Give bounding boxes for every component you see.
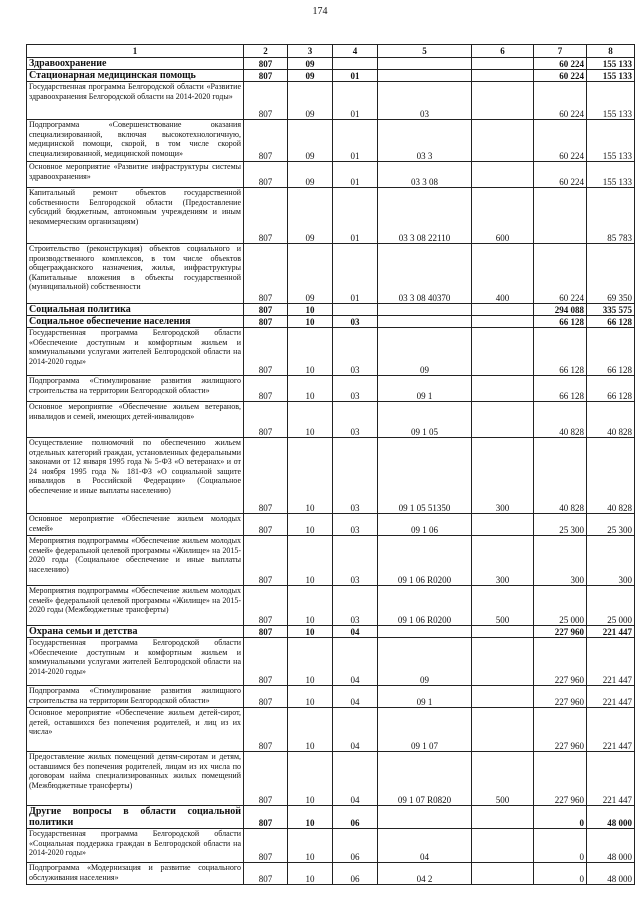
expense-type-code (472, 806, 534, 829)
ministry-code: 807 (244, 863, 288, 885)
table-row (27, 376, 635, 402)
amount-col7: 66 128 (534, 328, 587, 376)
subsection-code: 06 (333, 806, 378, 829)
ministry-code: 807 (244, 70, 288, 82)
expense-type-code (472, 328, 534, 376)
amount-col7: 25 300 (534, 514, 587, 536)
expense-type-code (472, 626, 534, 638)
table-row (27, 82, 635, 120)
row-name: Подпрограмма «Совершенствование оказания специализированной, включая высокотехнологичную, медицинской помощи, скорой, в том числе скорой специализированной, медицинской помощи» (27, 120, 244, 162)
section-code: 09 (288, 82, 333, 120)
target-article-code: 03 (378, 82, 472, 120)
section-code: 10 (288, 304, 333, 316)
target-article-code (378, 316, 472, 328)
subsection-code: 03 (333, 438, 378, 514)
ministry-code: 807 (244, 536, 288, 586)
expense-type-code: 500 (472, 586, 534, 626)
target-article-code: 03 3 08 (378, 162, 472, 188)
amount-col7: 60 224 (534, 58, 587, 70)
header-cell: 5 (378, 45, 472, 58)
expense-type-code (472, 376, 534, 402)
target-article-code: 09 (378, 638, 472, 686)
amount-col7: 0 (534, 863, 587, 885)
amount-col7: 60 224 (534, 162, 587, 188)
target-article-code: 03 3 (378, 120, 472, 162)
section-code: 10 (288, 708, 333, 752)
subsection-code: 01 (333, 188, 378, 244)
ministry-code: 807 (244, 376, 288, 402)
row-name: Строительство (реконструкция) объектов социального и производственного комплексов, в том числе объектов общегражданского назначения, жилья, инфраструктуры (Капитальные вложения в объекты государственной (муниципальной) собственности (27, 244, 244, 304)
header-cell: 4 (333, 45, 378, 58)
target-article-code: 09 (378, 328, 472, 376)
amount-col7: 66 128 (534, 316, 587, 328)
section-code: 10 (288, 316, 333, 328)
ministry-code: 807 (244, 244, 288, 304)
subsection-code: 03 (333, 402, 378, 438)
subsection-code: 01 (333, 120, 378, 162)
section-code: 10 (288, 863, 333, 885)
target-article-code: 09 1 07 R0820 (378, 752, 472, 806)
target-article-code (378, 626, 472, 638)
table-row (27, 328, 635, 376)
ministry-code: 807 (244, 120, 288, 162)
amount-col8: 221 447 (587, 752, 635, 806)
subsection-code: 04 (333, 686, 378, 708)
amount-col7: 227 960 (534, 626, 587, 638)
expense-type-code (472, 708, 534, 752)
table-row (27, 120, 635, 162)
section-code: 10 (288, 752, 333, 806)
subsection-code: 01 (333, 82, 378, 120)
expense-type-code (472, 829, 534, 863)
table-row (27, 806, 635, 829)
target-article-code: 09 1 (378, 376, 472, 402)
amount-col8: 48 000 (587, 829, 635, 863)
ministry-code: 807 (244, 514, 288, 536)
expense-type-code (472, 304, 534, 316)
row-name: Другие вопросы в области социальной политики (27, 806, 244, 829)
section-code: 10 (288, 402, 333, 438)
expense-type-code: 400 (472, 244, 534, 304)
section-code: 10 (288, 376, 333, 402)
amount-col8: 48 000 (587, 863, 635, 885)
row-name: Стационарная медицинская помощь (27, 70, 244, 82)
table-row (27, 626, 635, 638)
row-name: Предоставление жилых помещений детям-сиротам и детям, оставшимся без попечения родителей, лицам из их числа по договорам найма специализированных жилых помещений (Межбюджетные трансферты) (27, 752, 244, 806)
section-code: 09 (288, 58, 333, 70)
target-article-code: 09 1 (378, 686, 472, 708)
header-cell: 3 (288, 45, 333, 58)
subsection-code: 03 (333, 316, 378, 328)
expense-type-code: 300 (472, 536, 534, 586)
amount-col7: 60 224 (534, 82, 587, 120)
header-cell: 8 (587, 45, 635, 58)
expense-type-code (472, 58, 534, 70)
amount-col8: 221 447 (587, 686, 635, 708)
table-body (27, 58, 635, 885)
subsection-code: 04 (333, 752, 378, 806)
table-row (27, 162, 635, 188)
amount-col7 (534, 188, 587, 244)
row-name: Основное мероприятие «Обеспечение жильем молодых семей» (27, 514, 244, 536)
section-code: 10 (288, 829, 333, 863)
subsection-code: 04 (333, 638, 378, 686)
section-code: 10 (288, 514, 333, 536)
row-name: Мероприятия подпрограммы «Обеспечение жильем молодых семей» федеральной целевой программы «Жилище» на 2015-2020 годы (Социальное обеспечение и иные выплаты населению) (27, 536, 244, 586)
subsection-code: 03 (333, 586, 378, 626)
expense-type-code (472, 70, 534, 82)
table-row (27, 438, 635, 514)
amount-col7: 40 828 (534, 438, 587, 514)
section-code: 09 (288, 188, 333, 244)
expense-type-code (472, 638, 534, 686)
ministry-code: 807 (244, 626, 288, 638)
row-name: Государственная программа Белгородской области «Обеспечение доступным и комфортным жильем и коммунальными услугами жителей Белгородской области на 2014-2020 годы» (27, 328, 244, 376)
row-name: Государственная программа Белгородской области «Обеспечение доступным и комфортным жильем и коммунальными услугами жителей Белгородской области на 2014-2020 годы» (27, 638, 244, 686)
subsection-code: 03 (333, 536, 378, 586)
amount-col7: 0 (534, 829, 587, 863)
amount-col8: 25 000 (587, 586, 635, 626)
amount-col8: 66 128 (587, 328, 635, 376)
ministry-code: 807 (244, 162, 288, 188)
row-name: Подпрограмма «Стимулирование развития жилищного строительства на территории Белгородской области» (27, 686, 244, 708)
table-row (27, 514, 635, 536)
expense-type-code (472, 863, 534, 885)
row-name: Основное мероприятие «Обеспечение жильем ветеранов, инвалидов и семей, имеющих детей-инвалидов» (27, 402, 244, 438)
section-code: 10 (288, 638, 333, 686)
row-name: Охрана семьи и детства (27, 626, 244, 638)
table-row (27, 188, 635, 244)
amount-col8: 221 447 (587, 626, 635, 638)
subsection-code: 04 (333, 626, 378, 638)
row-name: Социальная политика (27, 304, 244, 316)
subsection-code: 01 (333, 244, 378, 304)
table-row (27, 536, 635, 586)
ministry-code: 807 (244, 586, 288, 626)
row-name: Социальное обеспечение населения (27, 316, 244, 328)
ministry-code: 807 (244, 638, 288, 686)
subsection-code (333, 58, 378, 70)
section-code: 10 (288, 328, 333, 376)
header-cell: 7 (534, 45, 587, 58)
target-article-code: 03 3 08 22110 (378, 188, 472, 244)
section-code: 10 (288, 626, 333, 638)
section-code: 10 (288, 438, 333, 514)
amount-col8: 69 350 (587, 244, 635, 304)
subsection-code: 06 (333, 863, 378, 885)
section-code: 09 (288, 162, 333, 188)
table-row (27, 863, 635, 885)
row-name: Подпрограмма «Стимулирование развития жилищного строительства на территории Белгородской области» (27, 376, 244, 402)
amount-col7: 60 224 (534, 120, 587, 162)
amount-col8: 221 447 (587, 638, 635, 686)
target-article-code: 03 3 08 40370 (378, 244, 472, 304)
amount-col7: 300 (534, 536, 587, 586)
ministry-code: 807 (244, 58, 288, 70)
section-code: 09 (288, 244, 333, 304)
expense-type-code: 600 (472, 188, 534, 244)
table-row (27, 316, 635, 328)
expense-type-code: 500 (472, 752, 534, 806)
target-article-code: 09 1 06 (378, 514, 472, 536)
amount-col8: 335 575 (587, 304, 635, 316)
row-name: Мероприятия подпрограммы «Обеспечение жильем молодых семей» федеральной целевой программы «Жилище» на 2015-2020 годы (Межбюджетные трансферты) (27, 586, 244, 626)
target-article-code: 09 1 06 R0200 (378, 586, 472, 626)
ministry-code: 807 (244, 402, 288, 438)
expense-type-code (472, 686, 534, 708)
expense-type-code (472, 162, 534, 188)
ministry-code: 807 (244, 316, 288, 328)
amount-col7: 60 224 (534, 244, 587, 304)
header-row (27, 45, 635, 58)
expense-type-code (472, 514, 534, 536)
target-article-code: 09 1 07 (378, 708, 472, 752)
target-article-code (378, 304, 472, 316)
target-article-code: 09 1 06 R0200 (378, 536, 472, 586)
target-article-code: 09 1 05 (378, 402, 472, 438)
subsection-code: 04 (333, 708, 378, 752)
ministry-code: 807 (244, 438, 288, 514)
target-article-code (378, 806, 472, 829)
amount-col7: 40 828 (534, 402, 587, 438)
subsection-code: 06 (333, 829, 378, 863)
subsection-code: 03 (333, 514, 378, 536)
amount-col8: 155 133 (587, 70, 635, 82)
amount-col8: 155 133 (587, 162, 635, 188)
header-cell: 2 (244, 45, 288, 58)
amount-col7: 0 (534, 806, 587, 829)
amount-col8: 66 128 (587, 376, 635, 402)
header-cell: 1 (27, 45, 244, 58)
row-name: Государственная программа Белгородской области «Социальная поддержка граждан в Белгородской области на 2014-2020 годы» (27, 829, 244, 863)
row-name: Подпрограмма «Модернизация и развитие социального обслуживания населения» (27, 863, 244, 885)
amount-col8: 25 300 (587, 514, 635, 536)
budget-table (26, 44, 635, 885)
expense-type-code (472, 82, 534, 120)
amount-col8: 48 000 (587, 806, 635, 829)
amount-col7: 294 088 (534, 304, 587, 316)
header-cell: 6 (472, 45, 534, 58)
amount-col8: 155 133 (587, 82, 635, 120)
expense-type-code: 300 (472, 438, 534, 514)
ministry-code: 807 (244, 708, 288, 752)
table-row (27, 70, 635, 82)
table-row (27, 638, 635, 686)
target-article-code (378, 58, 472, 70)
amount-col7: 25 000 (534, 586, 587, 626)
section-code: 09 (288, 70, 333, 82)
ministry-code: 807 (244, 829, 288, 863)
expense-type-code (472, 120, 534, 162)
amount-col8: 85 783 (587, 188, 635, 244)
ministry-code: 807 (244, 752, 288, 806)
amount-col7: 66 128 (534, 376, 587, 402)
table-row (27, 586, 635, 626)
section-code: 10 (288, 586, 333, 626)
row-name: Основное мероприятие «Обеспечение жильем детей-сирот, детей, оставшихся без попечения родителей, и лиц из их числа» (27, 708, 244, 752)
section-code: 10 (288, 686, 333, 708)
ministry-code: 807 (244, 82, 288, 120)
subsection-code: 03 (333, 376, 378, 402)
subsection-code: 03 (333, 328, 378, 376)
expense-type-code (472, 316, 534, 328)
amount-col7: 60 224 (534, 70, 587, 82)
table-row (27, 752, 635, 806)
section-code: 10 (288, 536, 333, 586)
table-row (27, 686, 635, 708)
subsection-code: 01 (333, 162, 378, 188)
expense-type-code (472, 402, 534, 438)
subsection-code: 01 (333, 70, 378, 82)
amount-col8: 155 133 (587, 120, 635, 162)
table-row (27, 304, 635, 316)
row-name: Государственная программа Белгородской области «Развитие здравоохранения Белгородской области на 2014-2020 годы» (27, 82, 244, 120)
row-name: Капитальный ремонт объектов государственной собственности Белгородской области (Предоставление субсидий бюджетным, автономным учреждениям и иным некоммерческим организациям) (27, 188, 244, 244)
ministry-code: 807 (244, 686, 288, 708)
amount-col8: 66 128 (587, 316, 635, 328)
target-article-code (378, 70, 472, 82)
ministry-code: 807 (244, 328, 288, 376)
ministry-code: 807 (244, 304, 288, 316)
row-name: Основное мероприятие «Развитие инфраструктуры системы здравоохранения» (27, 162, 244, 188)
table-row (27, 58, 635, 70)
table-row (27, 829, 635, 863)
amount-col7: 227 960 (534, 752, 587, 806)
ministry-code: 807 (244, 806, 288, 829)
row-name: Осуществление полномочий по обеспечению жильем отдельных категорий граждан, установленных федеральными законами от 12 января 1995 года № 5-ФЗ «О ветеранах» и от 24 ноября 1995 года № 181-ФЗ «О социальной защите инвалидов в Российской Федерации» (Социальное обеспечение и иные выплаты населению) (27, 438, 244, 514)
ministry-code: 807 (244, 188, 288, 244)
amount-col7: 227 960 (534, 638, 587, 686)
table-row (27, 708, 635, 752)
amount-col7: 227 960 (534, 686, 587, 708)
amount-col8: 40 828 (587, 402, 635, 438)
section-code: 09 (288, 120, 333, 162)
target-article-code: 09 1 05 51350 (378, 438, 472, 514)
target-article-code: 04 (378, 829, 472, 863)
amount-col8: 155 133 (587, 58, 635, 70)
subsection-code (333, 304, 378, 316)
amount-col8: 40 828 (587, 438, 635, 514)
amount-col7: 227 960 (534, 708, 587, 752)
table-row (27, 244, 635, 304)
table-row (27, 402, 635, 438)
amount-col8: 221 447 (587, 708, 635, 752)
section-code: 10 (288, 806, 333, 829)
page-number: 174 (312, 6, 328, 17)
row-name: Здравоохранение (27, 58, 244, 70)
target-article-code: 04 2 (378, 863, 472, 885)
amount-col8: 300 (587, 536, 635, 586)
